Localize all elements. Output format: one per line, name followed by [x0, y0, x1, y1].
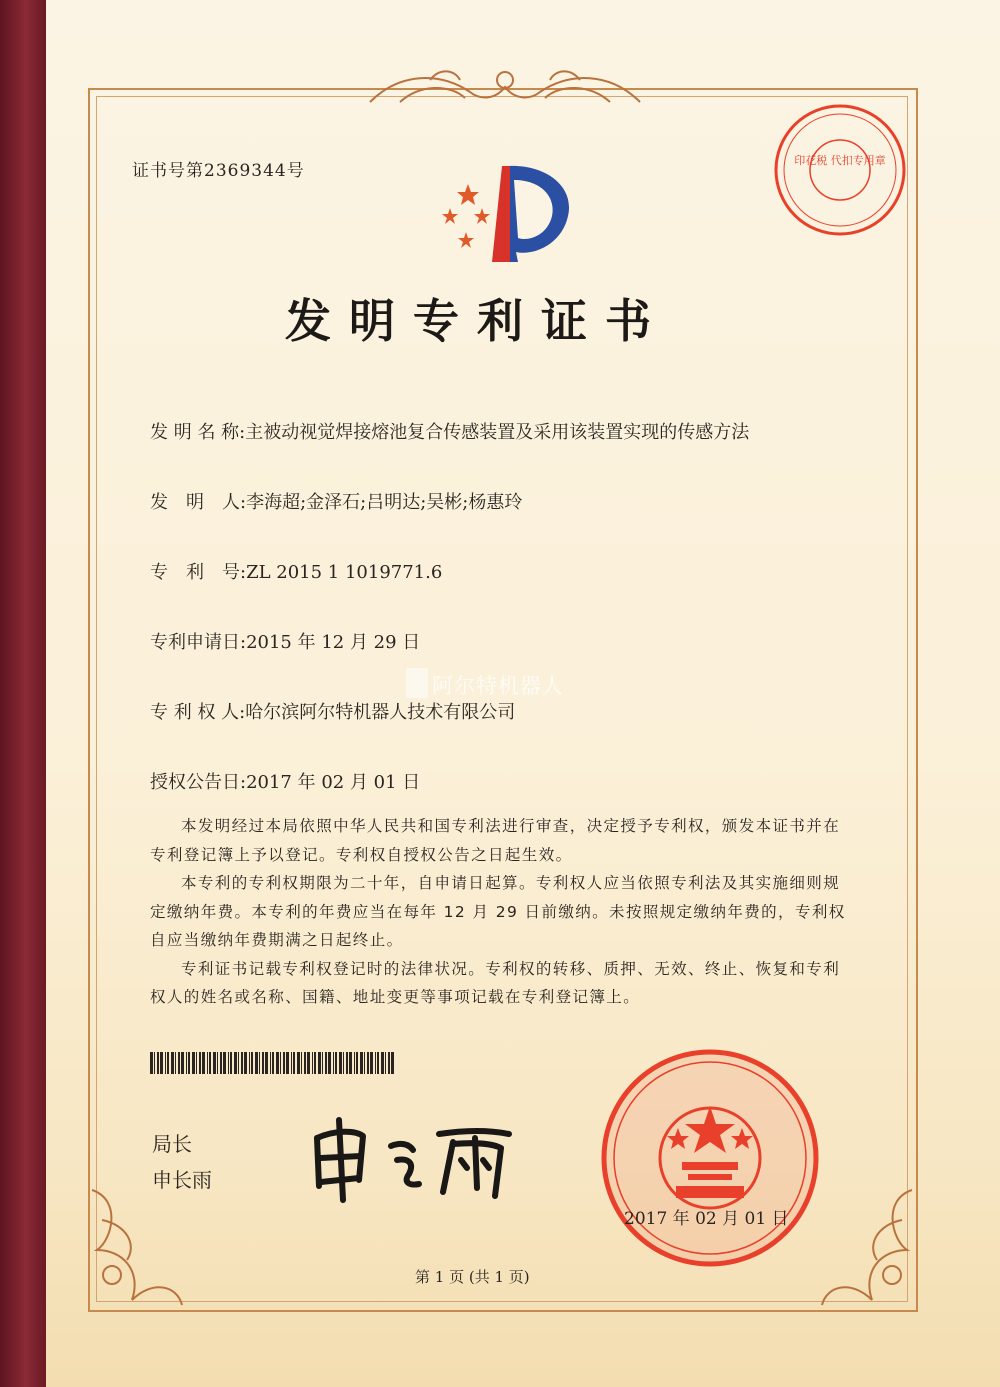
bottom-left-ornament: [82, 1180, 192, 1310]
body-paragraph: 专利证书记载专利权登记时的法律状况。专利权的转移、质押、无效、终止、恢复和专利权人的姓名或名称、国籍、地址变更等事项记载在专利登记簿上。: [150, 959, 841, 1006]
issue-date: 2017 年 02 月 01 日: [624, 1209, 789, 1229]
bottom-right-ornament: [812, 1180, 922, 1310]
top-ornament: [360, 62, 650, 112]
patent-office-logo: [430, 158, 580, 270]
page-footer: 第 1 页 (共 1 页): [415, 1268, 530, 1286]
page-title: 发明专利证书: [285, 294, 669, 348]
tax-stamp: [770, 100, 910, 240]
field-grant-date: 授权公告日:2017 年 02 月 01 日: [150, 772, 421, 793]
director-signature: [305, 1108, 520, 1203]
field-invention-name: 发 明 名 称:主被动视觉焊接熔池复合传感装置及采用该装置实现的传感方法: [150, 422, 750, 443]
field-patent-number: 专 利 号:ZL 2015 1 1019771.6: [150, 562, 443, 583]
watermark-logo: [404, 666, 430, 700]
certificate-number: 证书号第2369344号: [132, 161, 305, 181]
body-paragraph: 本发明经过本局依照中华人民共和国专利法进行审查，决定授予专利权，颁发本证书并在专利登记簿上予以登记。专利权自授权公告之日起生效。: [150, 817, 841, 864]
director-title: 局长: [152, 1132, 192, 1156]
binding-edge: [0, 0, 46, 1387]
field-inventors: 发 明 人:李海超;金泽石;吕明达;吴彬;杨惠玲: [150, 492, 523, 513]
svg-text:印花税 代扣专用章: 印花税 代扣专用章: [794, 154, 886, 167]
watermark-text: 阿尔特机器人: [432, 674, 564, 698]
barcode: [150, 1052, 396, 1074]
director-name: 申长雨: [152, 1168, 212, 1192]
body-paragraph: 本专利的专利权期限为二十年，自申请日起算。专利权人应当依照专利法及其实施细则规定缴纳年费。本专利的年费应当在每年 12 月 29 日前缴纳。未按照规定缴纳年费的，专利权自应当缴纳年费期满之日起终止。: [150, 874, 846, 949]
official-seal: [596, 1044, 824, 1272]
field-patentee: 专 利 权 人:哈尔滨阿尔特机器人技术有限公司: [150, 702, 516, 723]
field-application-date: 专利申请日:2015 年 12 月 29 日: [150, 632, 421, 653]
certificate-body: [150, 812, 856, 1012]
